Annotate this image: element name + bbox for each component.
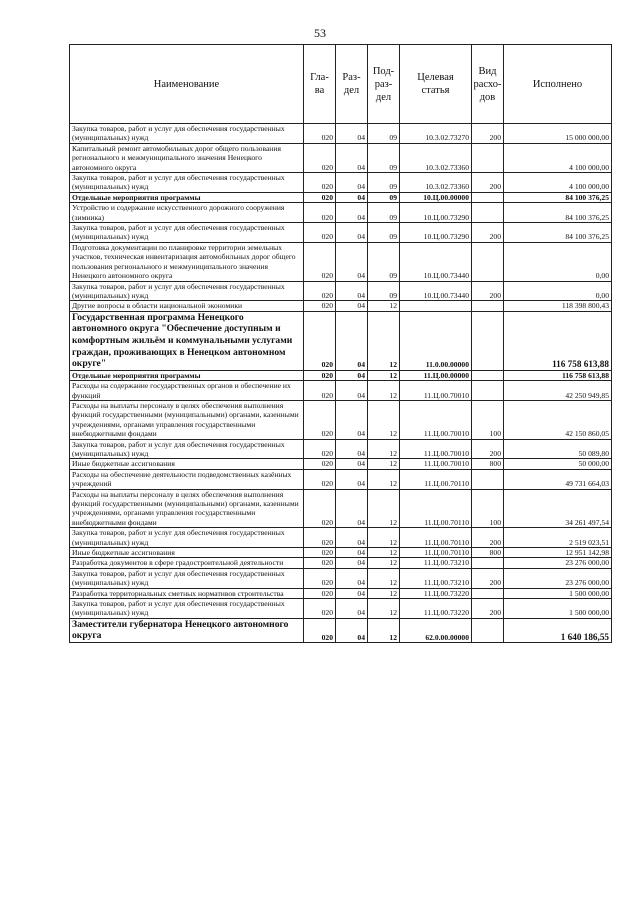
- row-target-article-cell: 11.Ц.00.70110: [400, 469, 472, 489]
- row-chapter-cell: 020: [304, 124, 336, 144]
- row-subsection-cell: 12: [368, 469, 400, 489]
- table-row: [70, 558, 612, 568]
- row-subsection-cell: 12: [368, 599, 400, 619]
- table-row: [70, 223, 612, 243]
- row-target-article-cell: 10.3.02.73360: [400, 143, 472, 172]
- row-expense-type-cell: [472, 469, 504, 489]
- row-executed-amount-cell: 1 500 000,00: [504, 588, 612, 598]
- table-row: [70, 568, 612, 588]
- row-subsection-cell: 12: [368, 548, 400, 558]
- row-expense-type-cell: [472, 618, 504, 642]
- row-executed-amount-cell: 12 951 142,98: [504, 548, 612, 558]
- row-chapter-cell: 020: [304, 192, 336, 202]
- row-chapter-cell: 020: [304, 370, 336, 380]
- row-section-cell: 04: [336, 143, 368, 172]
- row-expense-type-cell: [472, 143, 504, 172]
- row-section-cell: 04: [336, 588, 368, 598]
- row-expense-type-cell: 200: [472, 439, 504, 459]
- row-section-cell: 04: [336, 469, 368, 489]
- row-section-cell: 04: [336, 223, 368, 243]
- row-chapter-cell: 020: [304, 439, 336, 459]
- row-name-cell: Закупка товаров, работ и услуг для обеспечения государственных (муниципальных) нужд: [70, 568, 304, 588]
- table-header-row: [70, 45, 612, 124]
- row-name-cell: Закупка товаров, работ и услуг для обеспечения государственных (муниципальных) нужд: [70, 439, 304, 459]
- row-subsection-cell: 09: [368, 203, 400, 223]
- row-executed-amount-cell: 84 100 376,25: [504, 223, 612, 243]
- row-target-article-cell: 10.Ц.00.73290: [400, 203, 472, 223]
- row-subsection-cell: 12: [368, 618, 400, 642]
- row-subsection-cell: 12: [368, 558, 400, 568]
- row-target-article-cell: 11.Ц.00.70010: [400, 459, 472, 469]
- row-subsection-cell: 12: [368, 489, 400, 528]
- row-name-cell: Закупка товаров, работ и услуг для обеспечения государственных (муниципальных) нужд: [70, 599, 304, 619]
- row-executed-amount-cell: 118 398 800,43: [504, 301, 612, 311]
- header-section: Раз- дел: [336, 45, 368, 124]
- row-subsection-cell: 12: [368, 528, 400, 548]
- row-target-article-cell: 11.Ц.00.70110: [400, 528, 472, 548]
- table-row: [70, 192, 612, 202]
- row-executed-amount-cell: 1 640 186,55: [504, 618, 612, 642]
- row-section-cell: 04: [336, 242, 368, 281]
- row-subsection-cell: 09: [368, 223, 400, 243]
- row-chapter-cell: 020: [304, 588, 336, 598]
- row-chapter-cell: 020: [304, 469, 336, 489]
- header-subsection: Под- раз- дел: [368, 45, 400, 124]
- row-name-cell: Иные бюджетные ассигнования: [70, 459, 304, 469]
- row-target-article-cell: 10.Ц.00.73440: [400, 281, 472, 301]
- table-row: [70, 173, 612, 193]
- row-executed-amount-cell: 23 276 000,00: [504, 558, 612, 568]
- row-expense-type-cell: [472, 370, 504, 380]
- table-row: [70, 281, 612, 301]
- row-target-article-cell: 10.3.02.73270: [400, 124, 472, 144]
- table-row: [70, 548, 612, 558]
- row-section-cell: 04: [336, 381, 368, 401]
- row-section-cell: 04: [336, 489, 368, 528]
- table-row: [70, 124, 612, 144]
- row-expense-type-cell: 200: [472, 124, 504, 144]
- row-section-cell: 04: [336, 173, 368, 193]
- row-expense-type-cell: [472, 558, 504, 568]
- row-expense-type-cell: [472, 311, 504, 370]
- row-expense-type-cell: 200: [472, 599, 504, 619]
- row-subsection-cell: 12: [368, 381, 400, 401]
- row-target-article-cell: 10.Ц.00.73290: [400, 223, 472, 243]
- row-name-cell: Закупка товаров, работ и услуг для обеспечения государственных (муниципальных) нужд: [70, 281, 304, 301]
- row-executed-amount-cell: 23 276 000,00: [504, 568, 612, 588]
- row-executed-amount-cell: 0,00: [504, 281, 612, 301]
- row-name-cell: Расходы на выплаты персоналу в целях обеспечения выполнения функций государственными (муниципальными) органами, казенными учреждениями, органами управления государственными внебюджетными фондами: [70, 489, 304, 528]
- row-subsection-cell: 12: [368, 588, 400, 598]
- row-expense-type-cell: 800: [472, 548, 504, 558]
- row-section-cell: 04: [336, 124, 368, 144]
- row-chapter-cell: 020: [304, 381, 336, 401]
- row-executed-amount-cell: 116 758 613,88: [504, 311, 612, 370]
- row-chapter-cell: 020: [304, 528, 336, 548]
- row-target-article-cell: 11.Ц.00.73220: [400, 599, 472, 619]
- row-name-cell: Другие вопросы в области национальной экономики: [70, 301, 304, 311]
- row-executed-amount-cell: 42 250 949,85: [504, 381, 612, 401]
- row-executed-amount-cell: 49 731 664,03: [504, 469, 612, 489]
- row-chapter-cell: 020: [304, 223, 336, 243]
- row-expense-type-cell: 100: [472, 489, 504, 528]
- row-section-cell: 04: [336, 558, 368, 568]
- row-subsection-cell: 09: [368, 124, 400, 144]
- row-expense-type-cell: 200: [472, 281, 504, 301]
- table-row: [70, 459, 612, 469]
- row-chapter-cell: 020: [304, 173, 336, 193]
- row-target-article-cell: 10.Ц.00.00000: [400, 192, 472, 202]
- row-name-cell: Устройство и содержание искусственного дорожного сооружения (зимника): [70, 203, 304, 223]
- row-section-cell: 04: [336, 311, 368, 370]
- row-expense-type-cell: [472, 301, 504, 311]
- row-executed-amount-cell: 116 758 613,88: [504, 370, 612, 380]
- row-target-article-cell: 11.Ц.00.70010: [400, 439, 472, 459]
- row-name-cell: Иные бюджетные ассигнования: [70, 548, 304, 558]
- row-name-cell: Расходы на содержание государственных органов и обеспечение их функций: [70, 381, 304, 401]
- row-chapter-cell: 020: [304, 400, 336, 439]
- header-expense-type: Вид расхо- дов: [472, 45, 504, 124]
- row-section-cell: 04: [336, 548, 368, 558]
- row-subsection-cell: 12: [368, 568, 400, 588]
- row-name-cell: Разработка документов в сфере градостроительной деятельности: [70, 558, 304, 568]
- row-section-cell: 04: [336, 618, 368, 642]
- table-row: [70, 400, 612, 439]
- header-chapter: Гла- ва: [304, 45, 336, 124]
- table-row: [70, 301, 612, 311]
- row-executed-amount-cell: 0,00: [504, 242, 612, 281]
- row-chapter-cell: 020: [304, 489, 336, 528]
- row-section-cell: 04: [336, 528, 368, 548]
- table-row: [70, 370, 612, 380]
- row-target-article-cell: 11.Ц.00.70110: [400, 548, 472, 558]
- row-section-cell: 04: [336, 599, 368, 619]
- row-executed-amount-cell: 1 500 000,00: [504, 599, 612, 619]
- row-chapter-cell: 020: [304, 242, 336, 281]
- row-target-article-cell: 11.Ц.00.73210: [400, 558, 472, 568]
- row-executed-amount-cell: 4 100 000,00: [504, 143, 612, 172]
- table-row: [70, 528, 612, 548]
- row-expense-type-cell: 200: [472, 223, 504, 243]
- table-row: [70, 439, 612, 459]
- budget-execution-table: [69, 44, 612, 643]
- table-row: [70, 469, 612, 489]
- row-section-cell: 04: [336, 281, 368, 301]
- row-expense-type-cell: 200: [472, 173, 504, 193]
- row-section-cell: 04: [336, 568, 368, 588]
- row-chapter-cell: 020: [304, 143, 336, 172]
- header-executed: Исполнено: [504, 45, 612, 124]
- row-executed-amount-cell: 34 261 497,54: [504, 489, 612, 528]
- row-subsection-cell: 12: [368, 459, 400, 469]
- row-name-cell: Разработка территориальных сметных нормативов строительства: [70, 588, 304, 598]
- row-subsection-cell: 09: [368, 173, 400, 193]
- row-section-cell: 04: [336, 400, 368, 439]
- row-section-cell: 04: [336, 192, 368, 202]
- row-subsection-cell: 12: [368, 400, 400, 439]
- row-name-cell: Закупка товаров, работ и услуг для обеспечения государственных (муниципальных) нужд: [70, 528, 304, 548]
- table-row: [70, 381, 612, 401]
- row-subsection-cell: 12: [368, 439, 400, 459]
- row-section-cell: 04: [336, 439, 368, 459]
- row-section-cell: 04: [336, 370, 368, 380]
- row-executed-amount-cell: 50 000,00: [504, 459, 612, 469]
- row-name-cell: Капитальный ремонт автомобильных дорог общего пользования регионального и межмуниципального значения Ненецкого автономного округа: [70, 143, 304, 172]
- row-target-article-cell: 11.Ц.00.00000: [400, 370, 472, 380]
- row-name-cell: Закупка товаров, работ и услуг для обеспечения государственных (муниципальных) нужд: [70, 173, 304, 193]
- row-subsection-cell: 12: [368, 370, 400, 380]
- page-number: 53: [314, 26, 326, 40]
- row-subsection-cell: 12: [368, 311, 400, 370]
- table-row: [70, 489, 612, 528]
- row-target-article-cell: 11.Ц.00.73220: [400, 588, 472, 598]
- row-name-cell: Государственная программа Ненецкого автономного округа "Обеспечение доступным и комфортным жильём и коммунальными услугами граждан, проживающих в Ненецком автономном округе": [70, 311, 304, 370]
- table-row: [70, 599, 612, 619]
- table-row: [70, 588, 612, 598]
- row-section-cell: 04: [336, 203, 368, 223]
- row-target-article-cell: 11.Ц.00.70010: [400, 381, 472, 401]
- row-chapter-cell: 020: [304, 568, 336, 588]
- row-chapter-cell: 020: [304, 203, 336, 223]
- row-expense-type-cell: [472, 381, 504, 401]
- row-name-cell: Отдельные мероприятия программы: [70, 192, 304, 202]
- header-name: Наименование: [70, 45, 304, 124]
- row-name-cell: Закупка товаров, работ и услуг для обеспечения государственных (муниципальных) нужд: [70, 223, 304, 243]
- row-chapter-cell: 020: [304, 548, 336, 558]
- row-target-article-cell: 11.Ц.00.73210: [400, 568, 472, 588]
- row-expense-type-cell: [472, 242, 504, 281]
- row-section-cell: 04: [336, 459, 368, 469]
- row-expense-type-cell: [472, 203, 504, 223]
- table-body: [70, 124, 612, 643]
- row-chapter-cell: 020: [304, 558, 336, 568]
- table-row: [70, 311, 612, 370]
- row-expense-type-cell: 100: [472, 400, 504, 439]
- row-target-article-cell: 62.0.00.00000: [400, 618, 472, 642]
- row-name-cell: Заместители губернатора Ненецкого автономного округа: [70, 618, 304, 642]
- table-row: [70, 203, 612, 223]
- row-executed-amount-cell: 84 100 376,25: [504, 203, 612, 223]
- row-target-article-cell: 11.Ц.00.70110: [400, 489, 472, 528]
- row-name-cell: Отдельные мероприятия программы: [70, 370, 304, 380]
- row-executed-amount-cell: 2 519 023,51: [504, 528, 612, 548]
- row-target-article-cell: 11.Ц.00.70010: [400, 400, 472, 439]
- row-chapter-cell: 020: [304, 599, 336, 619]
- row-chapter-cell: 020: [304, 311, 336, 370]
- row-executed-amount-cell: 42 150 860,05: [504, 400, 612, 439]
- row-chapter-cell: 020: [304, 618, 336, 642]
- row-target-article-cell: 11.0.00.00000: [400, 311, 472, 370]
- row-subsection-cell: 09: [368, 281, 400, 301]
- row-executed-amount-cell: 84 100 376,25: [504, 192, 612, 202]
- row-name-cell: Расходы на обеспечение деятельности подведомственных казённых учреждений: [70, 469, 304, 489]
- row-chapter-cell: 020: [304, 281, 336, 301]
- header-target-article: Целевая статья: [400, 45, 472, 124]
- row-target-article-cell: [400, 301, 472, 311]
- row-chapter-cell: 020: [304, 301, 336, 311]
- row-section-cell: 04: [336, 301, 368, 311]
- row-executed-amount-cell: 15 000 000,00: [504, 124, 612, 144]
- row-expense-type-cell: [472, 588, 504, 598]
- row-subsection-cell: 09: [368, 242, 400, 281]
- row-executed-amount-cell: 4 100 000,00: [504, 173, 612, 193]
- table-row: [70, 618, 612, 642]
- row-expense-type-cell: 200: [472, 528, 504, 548]
- row-executed-amount-cell: 50 089,80: [504, 439, 612, 459]
- row-name-cell: Закупка товаров, работ и услуг для обеспечения государственных (муниципальных) нужд: [70, 124, 304, 144]
- row-chapter-cell: 020: [304, 459, 336, 469]
- row-target-article-cell: 10.Ц.00.73440: [400, 242, 472, 281]
- row-name-cell: Подготовка документации по планировке территории земельных участков, техническая инвентаризация автомобильных дорог общего пользования регионального и межмуниципального значения Ненецкого автономного округа: [70, 242, 304, 281]
- table-row: [70, 143, 612, 172]
- row-subsection-cell: 09: [368, 192, 400, 202]
- row-name-cell: Расходы на выплаты персоналу в целях обеспечения выполнения функций государственными (муниципальными) органами, казенными учреждениями, органами управления государственными внебюджетными фондами: [70, 400, 304, 439]
- row-expense-type-cell: 200: [472, 568, 504, 588]
- row-expense-type-cell: 800: [472, 459, 504, 469]
- row-subsection-cell: 09: [368, 143, 400, 172]
- row-expense-type-cell: [472, 192, 504, 202]
- row-target-article-cell: 10.3.02.73360: [400, 173, 472, 193]
- table-row: [70, 242, 612, 281]
- row-subsection-cell: 12: [368, 301, 400, 311]
